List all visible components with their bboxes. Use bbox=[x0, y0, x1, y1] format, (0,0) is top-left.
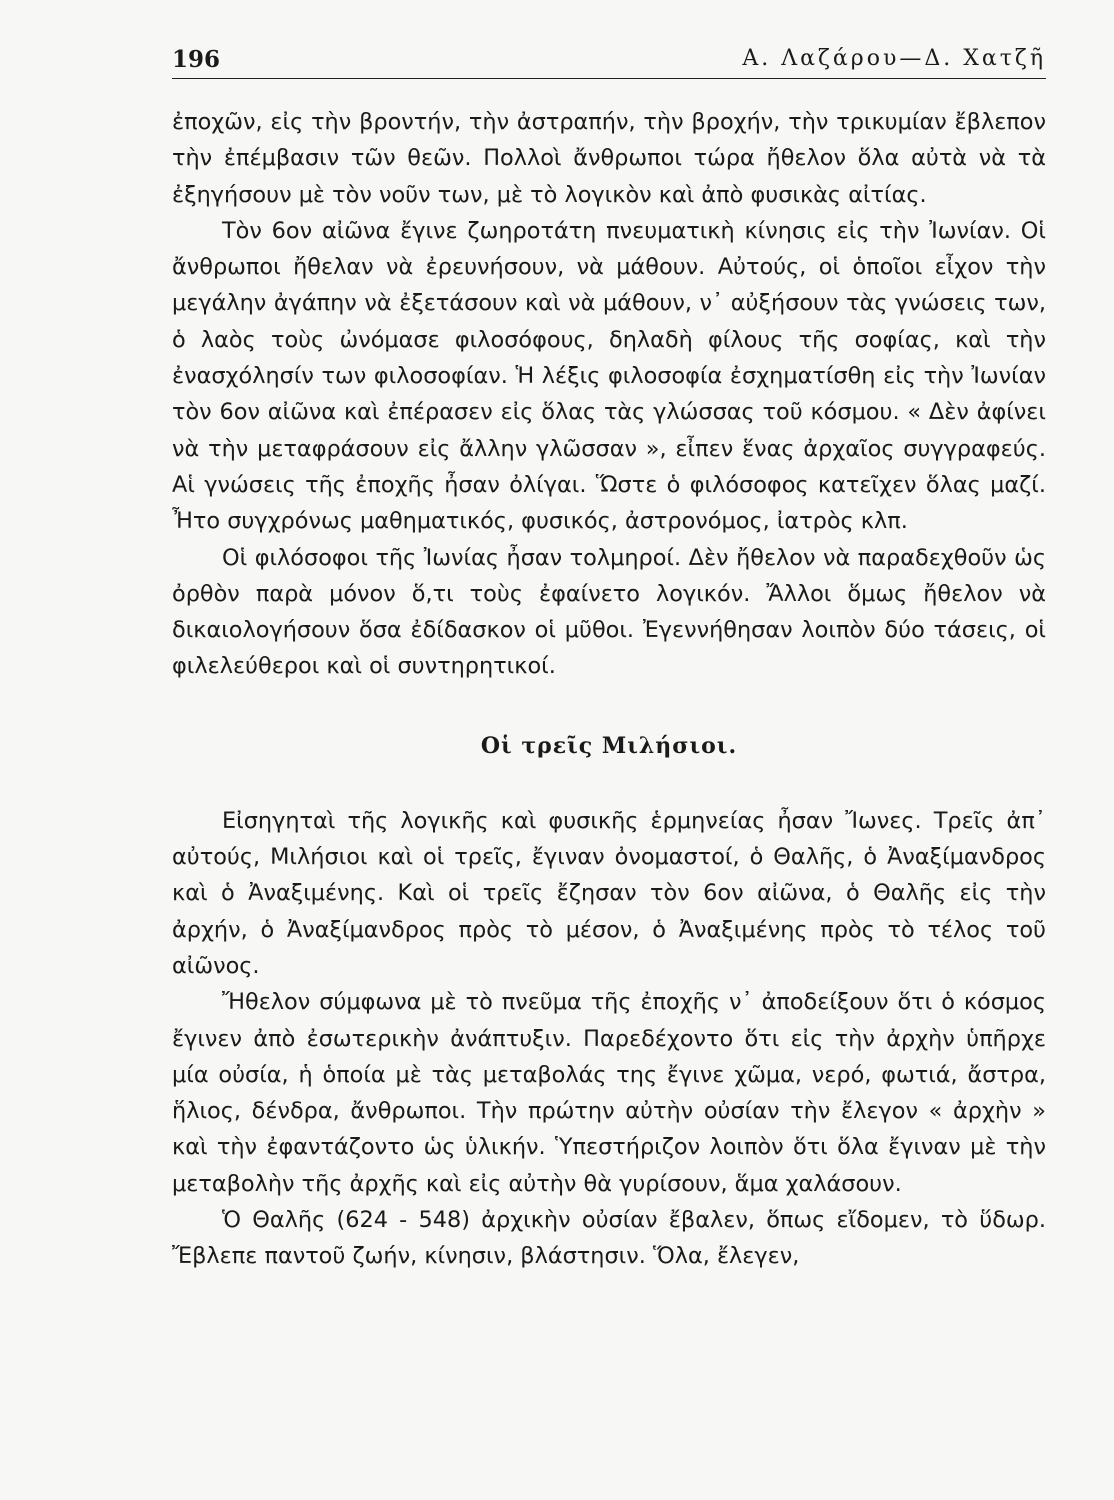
paragraph: Ὁ Θαλῆς (624 - 548) ἀρχικὴν οὐσίαν ἔβαλεν, ὅπως εἴδομεν, τὸ ὕδωρ. Ἔβλεπε παντοῦ ζωήν, κίνησιν, βλάστησιν. Ὅλα, ἔλεγεν, bbox=[172, 1207, 1046, 1270]
section-title: Οἱ τρεῖς Μιλήσιοι. bbox=[480, 732, 738, 759]
running-head: Α. Λαζάρου—Δ. Χατζῆ bbox=[742, 46, 1046, 71]
page-header bbox=[172, 44, 1046, 80]
page-number: 196 bbox=[172, 46, 221, 73]
paragraph: Οἱ φιλόσοφοι τῆς Ἰωνίας ἦσαν τολμηροί. Δὲν ἤθελον νὰ παραδεχθοῦν ὡς ὀρθὸν παρὰ μόνον ὅ,τι τοὺς ἐφαίνετο λογικόν. Ἄλλοι ὅμως ἤθελον νὰ δικαιολογήσουν ὅσα ἐδίδασκον οἱ μῦθοι. Ἐγεννήθησαν λοιπὸν δύο τάσεις, οἱ φιλελεύθεροι καὶ οἱ συντηρητικοί. bbox=[172, 544, 1046, 680]
paragraph: ἐποχῶν, εἰς τὴν βροντήν, τὴν ἀστραπήν, τὴν βροχήν, τὴν τρικυμίαν ἔβλεπον τὴν ἐπέμβασιν τῶν θεῶν. Πολλοὶ ἄνθρωποι τώρα ἤθελον ὅλα αὐτὰ νὰ τὰ ἐξηγήσουν μὲ τὸν νοῦν των, μὲ τὸ λογικὸν καὶ ἀπὸ φυσικὰς αἰτίας. bbox=[172, 109, 1046, 208]
paragraph: Ἤθελον σύμφωνα μὲ τὸ πνεῦμα τῆς ἐποχῆς ν᾽ ἀποδείξουν ὅτι ὁ κόσμος ἔγινεν ἀπὸ ἐσωτερικὴν ἀνάπτυξιν. Παρεδέχοντο ὅτι εἰς τὴν ἀρχὴν ὑπῆρχε μία οὐσία, ἡ ὁποία μὲ τὰς μεταβολάς της ἔγινε χῶμα, νερό, φωτιά, ἄστρα, ἥλιος, δένδρα, ἄνθρωποι. Τὴν πρώτην αὐτὴν οὐσίαν τὴν ἔλεγον « ἀρχὴν » καὶ τὴν ἐφαντάζοντο ὡς ὑλικήν. Ὑπεστήριζον λοιπὸν ὅτι ὅλα ἔγιναν μὲ τὴν μεταβολὴν τῆς ἀρχῆς καὶ εἰς αὐτὴν θὰ γυρίσουν, ἅμα χαλάσουν. bbox=[172, 989, 1046, 1197]
header-rule bbox=[172, 78, 1046, 79]
paragraph: Εἰσηγηταὶ τῆς λογικῆς καὶ φυσικῆς ἑρμηνείας ἦσαν Ἴωνες. Τρεῖς ἀπ᾽ αὐτούς, Μιλήσιοι καὶ οἱ τρεῖς, ἔγιναν ὀνομαστοί, ὁ Θαλῆς, ὁ Ἀναξίμανδρος καὶ ὁ Ἀναξιμένης. Καὶ οἱ τρεῖς ἔζησαν τὸν 6ον αἰῶνα, ὁ Θαλῆς εἰς τὴν ἀρχήν, ὁ Ἀναξίμανδρος πρὸς τὸ μέσον, ὁ Ἀναξιμένης πρὸς τὸ τέλος τοῦ αἰῶνος. bbox=[172, 807, 1046, 979]
paragraph: Τὸν 6ον αἰῶνα ἔγινε ζωηροτάτη πνευματικὴ κίνησις εἰς τὴν Ἰωνίαν. Οἱ ἄνθρωποι ἤθελαν νὰ ἐρευνήσουν, νὰ μάθουν. Αὐτούς, οἱ ὁποῖοι εἶχον τὴν μεγάλην ἀγάπην νὰ ἐξετάσουν καὶ νὰ μάθουν, ν᾽ αὐξήσουν τὰς γνώσεις των, ὁ λαὸς τοὺς ὠνόμασε φιλοσόφους, δηλαδὴ φίλους τῆς σοφίας, καὶ τὴν ἐνασχόλησίν των φιλοσοφίαν. Ἡ λέξις φιλοσοφία ἐσχηματίσθη εἰς τὴν Ἰωνίαν τὸν 6ον αἰῶνα καὶ ἐπέρασεν εἰς ὅλας τὰς γλώσσας τοῦ κόσμου. « Δὲν ἀφίνει νὰ τὴν μεταφράσουν εἰς ἄλλην γλῶσσαν », εἶπεν ἕνας ἀρχαῖος συγγραφεύς. Αἱ γνώσεις τῆς ἐποχῆς ἦσαν ὀλίγαι. Ὥστε ὁ φιλόσοφος κατεῖχεν ὅλας μαζί. Ἦτο συγχρόνως μαθηματικός, φυσικός, ἀστρονόμος, ἰατρὸς κλπ. bbox=[172, 217, 1046, 535]
body-text bbox=[172, 104, 1046, 1275]
